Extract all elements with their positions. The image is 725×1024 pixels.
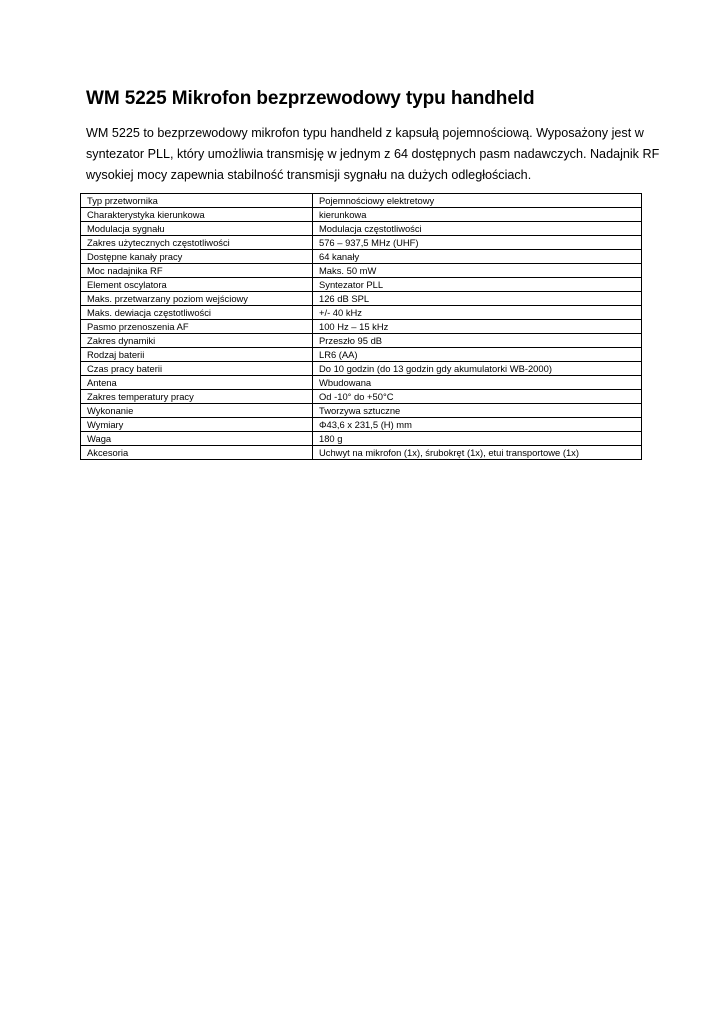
spec-value: +/- 40 kHz <box>313 306 642 320</box>
spec-label: Wykonanie <box>81 404 313 418</box>
spec-label: Czas pracy baterii <box>81 362 313 376</box>
spec-value: 100 Hz – 15 kHz <box>313 320 642 334</box>
spec-table-body <box>81 194 642 460</box>
spec-value: 180 g <box>313 432 642 446</box>
spec-label: Dostępne kanały pracy <box>81 250 313 264</box>
spec-label: Zakres użytecznych częstotliwości <box>81 236 313 250</box>
spec-label: Maks. przetwarzany poziom wejściowy <box>81 292 313 306</box>
table-row <box>81 390 642 404</box>
spec-value: Pojemnościowy elektretowy <box>313 194 642 208</box>
spec-label: Rodzaj baterii <box>81 348 313 362</box>
table-row <box>81 250 642 264</box>
spec-label: Wymiary <box>81 418 313 432</box>
table-row <box>81 208 642 222</box>
table-row <box>81 264 642 278</box>
spec-table <box>80 193 642 460</box>
spec-label: Typ przetwornika <box>81 194 313 208</box>
table-row <box>81 418 642 432</box>
spec-value: Od -10° do +50°C <box>313 390 642 404</box>
table-row <box>81 446 642 460</box>
spec-label: Zakres dynamiki <box>81 334 313 348</box>
spec-value: Do 10 godzin (do 13 godzin gdy akumulatorki WB-2000) <box>313 362 642 376</box>
table-row <box>81 376 642 390</box>
spec-label: Akcesoria <box>81 446 313 460</box>
table-row <box>81 432 642 446</box>
table-row <box>81 306 642 320</box>
table-row <box>81 222 642 236</box>
table-row <box>81 236 642 250</box>
spec-label: Modulacja sygnału <box>81 222 313 236</box>
spec-value: kierunkowa <box>313 208 642 222</box>
spec-value: 64 kanały <box>313 250 642 264</box>
table-row <box>81 334 642 348</box>
spec-value: Uchwyt na mikrofon (1x), śrubokręt (1x), etui transportowe (1x) <box>313 446 642 460</box>
spec-value: LR6 (AA) <box>313 348 642 362</box>
intro-paragraph <box>86 123 660 186</box>
spec-label: Charakterystyka kierunkowa <box>81 208 313 222</box>
spec-label: Moc nadajnika RF <box>81 264 313 278</box>
spec-value: Modulacja częstotliwości <box>313 222 642 236</box>
table-row <box>81 404 642 418</box>
spec-value: 126 dB SPL <box>313 292 642 306</box>
intro-line: WM 5225 to bezprzewodowy mikrofon typu handheld z kapsułą pojemnościową. Wyposażony jest w <box>86 126 644 140</box>
spec-label: Waga <box>81 432 313 446</box>
table-row <box>81 194 642 208</box>
intro-line: syntezator PLL, który umożliwia transmisję w jednym z 64 dostępnych pasm nadawczych. Nadajnik RF <box>86 147 660 161</box>
table-row <box>81 362 642 376</box>
spec-label: Antena <box>81 376 313 390</box>
spec-label: Pasmo przenoszenia AF <box>81 320 313 334</box>
spec-value: Φ43,6 x 231,5 (H) mm <box>313 418 642 432</box>
spec-value: Tworzywa sztuczne <box>313 404 642 418</box>
intro-line: wysokiej mocy zapewnia stabilność transmisji sygnału na dużych odległościach. <box>86 168 532 182</box>
spec-value: Przeszło 95 dB <box>313 334 642 348</box>
spec-label: Zakres temperatury pracy <box>81 390 313 404</box>
table-row <box>81 292 642 306</box>
table-row <box>81 348 642 362</box>
spec-value: Wbudowana <box>313 376 642 390</box>
table-row <box>81 320 642 334</box>
spec-label: Element oscylatora <box>81 278 313 292</box>
spec-value: 576 – 937,5 MHz (UHF) <box>313 236 642 250</box>
spec-value: Syntezator PLL <box>313 278 642 292</box>
table-row <box>81 278 642 292</box>
spec-value: Maks. 50 mW <box>313 264 642 278</box>
spec-label: Maks. dewiacja częstotliwości <box>81 306 313 320</box>
page-title: WM 5225 Mikrofon bezprzewodowy typu handheld <box>86 88 535 109</box>
